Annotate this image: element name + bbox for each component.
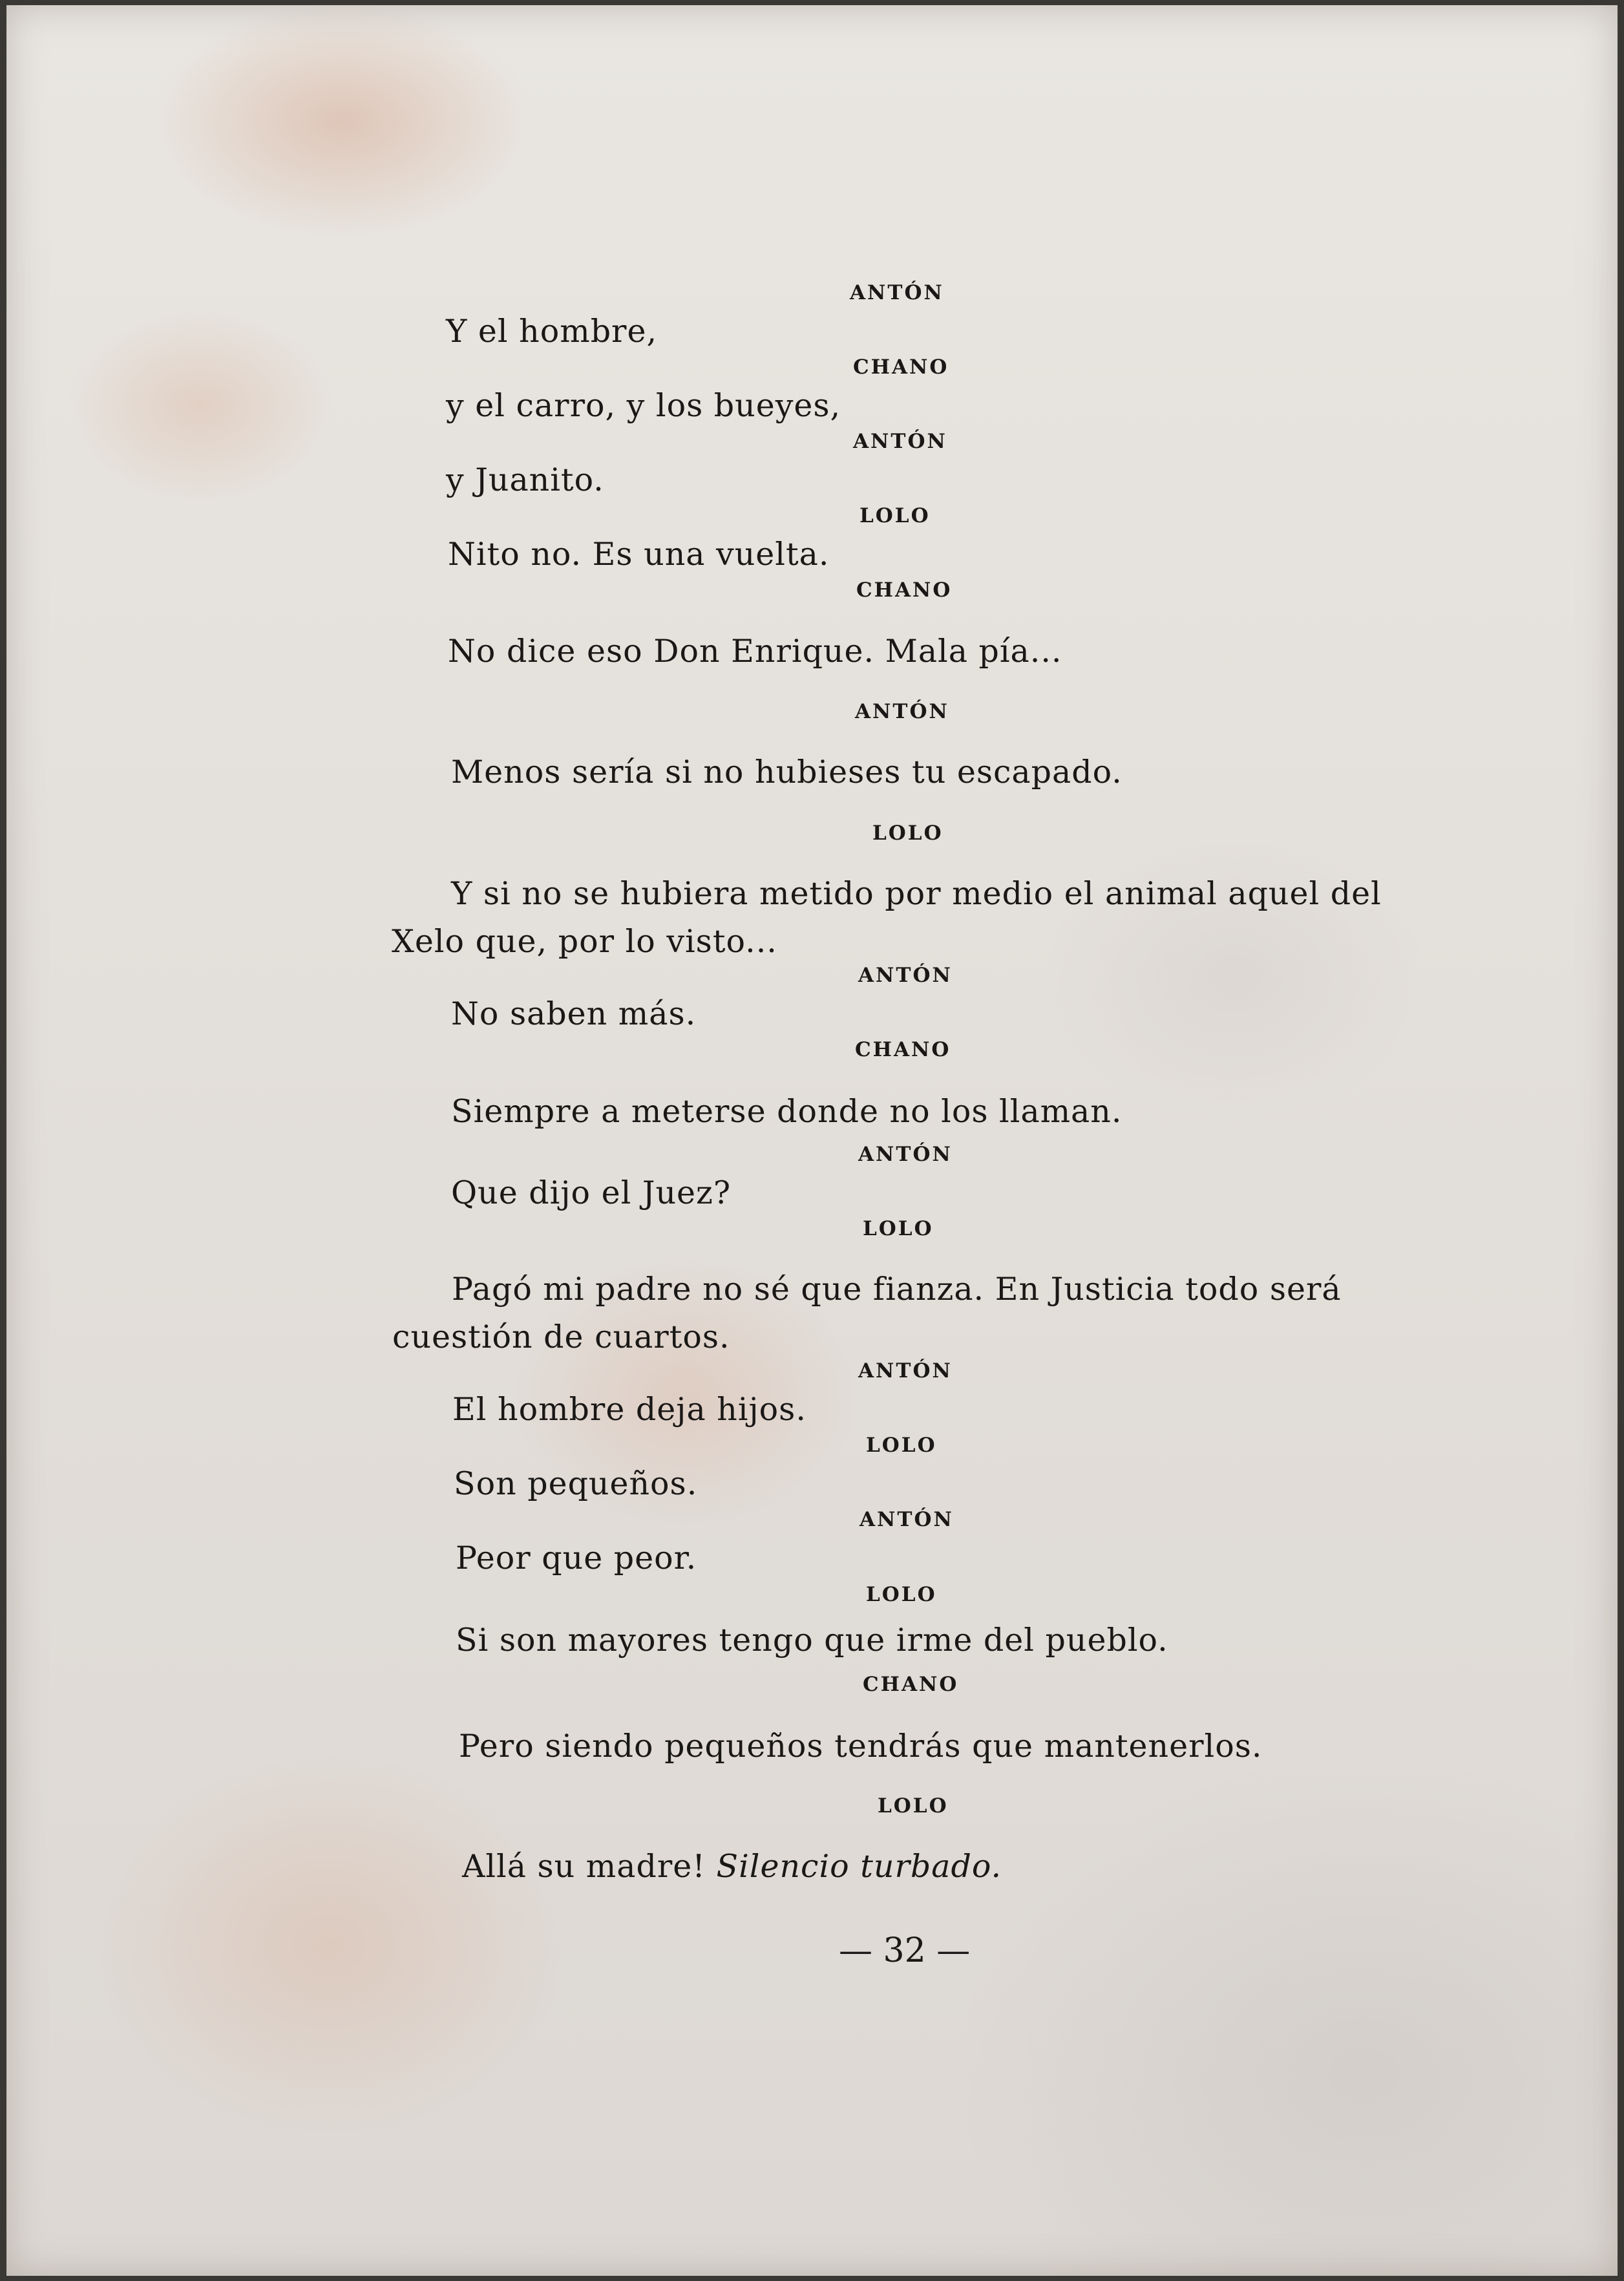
speaker-label: CHANO <box>855 1038 951 1061</box>
dialogue-line: y el carro, y los bueyes, <box>446 387 841 424</box>
speaker-label: CHANO <box>856 578 953 602</box>
dialogue-line <box>462 1848 1002 1885</box>
dialogue-line: Y el hombre, <box>446 313 658 350</box>
speaker-label: LOLO <box>878 1794 949 1818</box>
speaker-label: CHANO <box>853 355 949 379</box>
dialogue-line: Que dijo el Juez? <box>451 1174 732 1211</box>
speaker-label: LOLO <box>866 1583 937 1606</box>
speaker-label: ANTÓN <box>855 700 949 723</box>
page-number: — 32 — <box>839 1931 971 1970</box>
speaker-label: LOLO <box>859 504 931 527</box>
dialogue-text: Allá su madre! <box>462 1848 706 1885</box>
dialogue-line: No saben más. <box>451 995 697 1032</box>
speaker-label: CHANO <box>863 1673 959 1696</box>
speaker-label: ANTÓN <box>859 1508 954 1531</box>
speaker-label: ANTÓN <box>858 1143 953 1166</box>
speaker-label: ANTÓN <box>858 1359 953 1383</box>
book-page <box>6 5 1618 2276</box>
speaker-label: ANTÓN <box>858 964 953 987</box>
dialogue-line: Pero siendo pequeños tendrás que mantenerlos. <box>459 1728 1263 1765</box>
dialogue-line: Si son mayores tengo que irme del pueblo. <box>456 1622 1168 1659</box>
dialogue-line: y Juanito. <box>446 462 604 498</box>
dialogue-line: Pagó mi padre no sé que fianza. En Justicia todo será cuestión de cuartos. <box>392 1271 1342 1355</box>
dialogue-line: Nito no. Es una vuelta. <box>448 536 830 573</box>
dialogue-line: Son pequeños. <box>454 1465 698 1502</box>
speaker-label: ANTÓN <box>853 430 947 453</box>
dialogue-line: Peor que peor. <box>456 1540 697 1576</box>
speaker-label: LOLO <box>866 1434 937 1457</box>
speaker-label: LOLO <box>872 822 944 845</box>
dialogue-line: Y si no se hubiera metido por medio el animal aquel del Xelo que, por lo visto... <box>392 875 1382 960</box>
dialogue-line: No dice eso Don Enrique. Mala pía... <box>448 633 1062 670</box>
dialogue-line: Siempre a meterse donde no los llaman. <box>451 1093 1123 1130</box>
stage-direction: Silencio turbado. <box>716 1848 1002 1885</box>
speaker-label: ANTÓN <box>850 281 944 304</box>
dialogue-line: El hombre deja hijos. <box>452 1391 807 1428</box>
dialogue-line: Menos sería si no hubieses tu escapado. <box>451 754 1123 790</box>
speaker-label: LOLO <box>863 1217 934 1240</box>
